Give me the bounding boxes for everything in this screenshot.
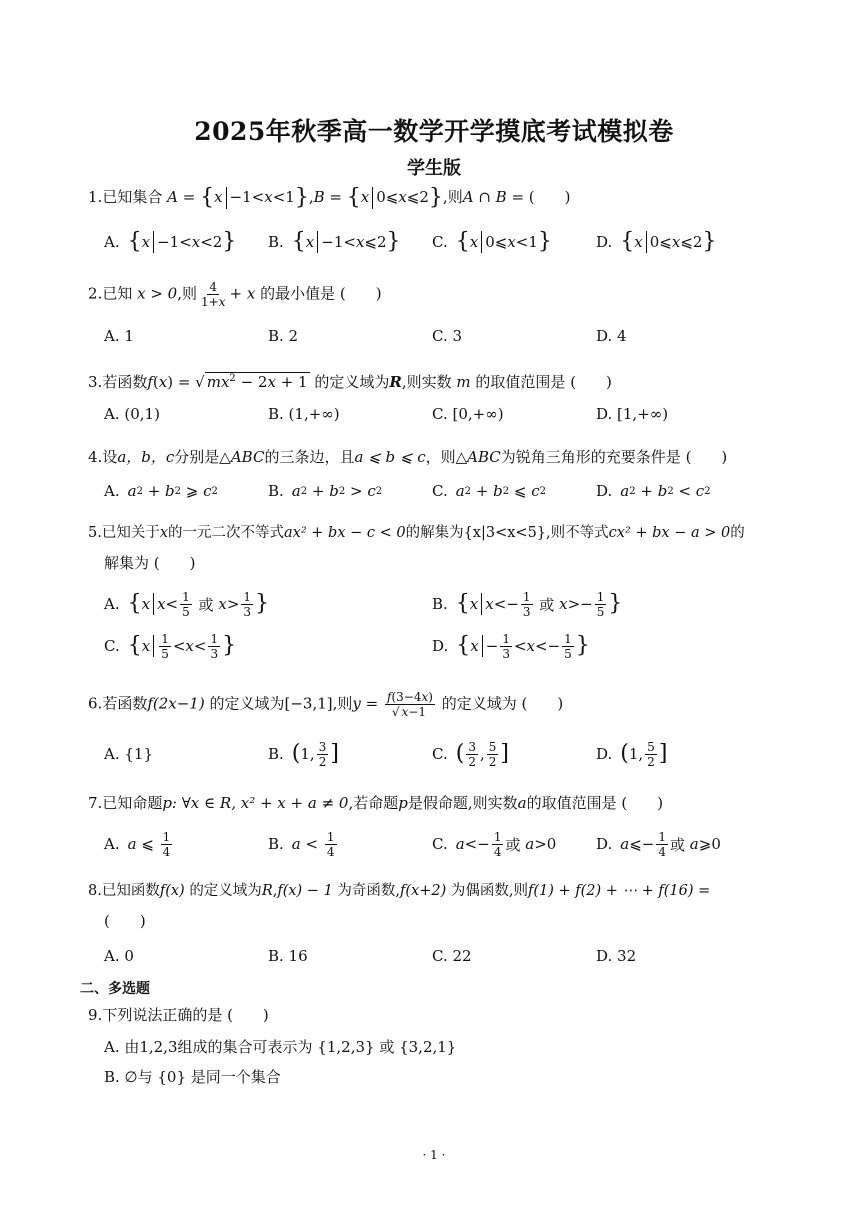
q4-option-a[interactable]: A. a 2 + b 2 ⩾ c 2 (104, 482, 218, 500)
q8-option-c[interactable]: C. 22 (432, 947, 472, 965)
q6-option-c[interactable]: C. ( $\frac{3}{2}$ , $\frac{5}{2}$ ] (432, 739, 509, 769)
q6-option-b[interactable]: B. ( 1, $\frac{3}{2}$ ] (268, 739, 339, 769)
exam-title: 2025年秋季高一数学开学摸底考试模拟卷 (194, 117, 674, 146)
q3-option-a[interactable]: A. (0,1) (104, 405, 160, 423)
q1-option-c[interactable]: C. { x 0⩽ x <1 } (432, 229, 552, 254)
question-8: 8.已知函数f(x) 的定义域为R,f(x) − 1 为奇函数,f(x+2) 为偶函数,则f(1) + f(2) + ⋯ + f(16) = (88, 883, 711, 899)
q2-option-d[interactable]: D. 4 (596, 327, 627, 345)
question-2: 2.已知 x > 0,则 $\frac{4}{1+x}$ + x 的最小值是 ( ) (88, 280, 382, 309)
q5-option-a[interactable]: A. { x x < $\frac{1}{5}$ 或 x > $\frac{1}{3}$ } (104, 589, 270, 619)
q5-option-b[interactable]: B. { x x <− $\frac{1}{3}$ 或 x >− $\frac{1}{5}$ } (432, 589, 623, 619)
q3-option-b[interactable]: B. (1,+∞) (268, 405, 340, 423)
q2-option-c[interactable]: C. 3 (432, 327, 463, 345)
q7-option-a[interactable]: A. a ⩽ $\frac{1}{4}$ (104, 829, 171, 859)
question-4: 4.设a，b，c分别是△ABC的三条边，且a ⩽ b ⩽ c，则△ABC为锐角三角形的充要条件是 ( ) (88, 448, 728, 466)
question-8-line2: ( ) (104, 912, 146, 930)
q1-options (104, 222, 804, 262)
q5-options-row1 (104, 584, 804, 624)
question-9: 9.下列说法正确的是 ( ) (88, 1006, 269, 1024)
q5-option-c[interactable]: C. { x $\frac{1}{5}$ < x < $\frac{1}{3}$ } (104, 631, 237, 661)
q9-option-b[interactable]: B. ∅与 {0} 是同一个集合 (104, 1068, 281, 1086)
q2-option-a[interactable]: A. 1 (104, 327, 134, 345)
q2-option-b[interactable]: B. 2 (268, 327, 299, 345)
q4-option-d[interactable]: D. a 2 + b 2 < c 2 (596, 482, 711, 500)
question-5: 5.已知关于x的一元二次不等式ax² + bx − c < 0的解集为{x|3<x<5},则不等式cx² + bx − a > 0的 (88, 525, 745, 541)
q3-option-c[interactable]: C. [0,+∞) (432, 405, 504, 423)
q1-option-b[interactable]: B. { x −1< x ⩽2 } (268, 229, 401, 254)
q8-option-d[interactable]: D. 32 (596, 947, 637, 965)
exam-subtitle: 学生版 (407, 158, 461, 179)
q6-option-a[interactable]: A. {1} (104, 745, 153, 763)
q8-option-a[interactable]: A. 0 (104, 947, 134, 965)
q7-option-b[interactable]: B. a < $\frac{1}{4}$ (268, 829, 335, 859)
question-3: 3.若函数f(x) = √ $mx^2 - 2x + 1$ 的定义域为R,则实数 m 的取值范围是 ( ) (88, 373, 612, 391)
q7-option-d[interactable]: D. a ⩽− $\frac{1}{4}$ 或 a ⩾0 (596, 829, 721, 859)
q5-option-d[interactable]: D. { x − $\frac{1}{3}$ < x <− $\frac{1}{5}$ } (432, 631, 590, 661)
question-5-line2: 解集为 ( ) (104, 554, 196, 572)
q6-option-d[interactable]: D. ( 1, $\frac{5}{2}$ ] (596, 739, 668, 769)
q4-options (104, 471, 804, 511)
q5-options-row2 (104, 626, 804, 666)
question-6: 6.若函数f(2x−1) 的定义域为[−3,1],则y = $\frac{f(3-4x)}{√ x-1}$ 的定义域为 ( ) (88, 690, 564, 719)
question-7: 7.已知命题p: ∀x ∈ R, x² + x + a ≠ 0,若命题p是假命题,则实数a的取值范围是 ( ) (88, 794, 664, 812)
q4-option-b[interactable]: B. a 2 + b 2 > c 2 (268, 482, 383, 500)
q7-options (104, 824, 804, 864)
q1-option-a[interactable]: A. { x −1< x <2 } (104, 229, 237, 254)
q6-options (104, 734, 804, 774)
question-1: 1.已知集合 A = {x −1<x<1},B = {x 0⩽x⩽2},则A ∩ B = ( ) (88, 185, 571, 210)
q1-option-d[interactable]: D. { x 0⩽ x ⩽2 } (596, 229, 717, 254)
page-number: · 1 · (422, 1148, 446, 1162)
question-text: 已知集合 (102, 188, 163, 206)
q3-option-d[interactable]: D. [1,+∞) (596, 405, 669, 423)
q4-option-c[interactable]: C. a 2 + b 2 ⩽ c 2 (432, 482, 547, 500)
q8-options (104, 936, 804, 976)
q9-option-a[interactable]: A. 由1,2,3组成的集合可表示为 {1,2,3} 或 {3,2,1} (104, 1038, 457, 1056)
q7-option-c[interactable]: C. a <− $\frac{1}{4}$ 或 a >0 (432, 829, 557, 859)
q8-option-b[interactable]: B. 16 (268, 947, 308, 965)
question-number: 1. (88, 188, 103, 206)
section-heading-multi-choice: 二、多选题 (80, 981, 150, 997)
q2-options (104, 316, 804, 356)
q3-options (104, 394, 804, 434)
